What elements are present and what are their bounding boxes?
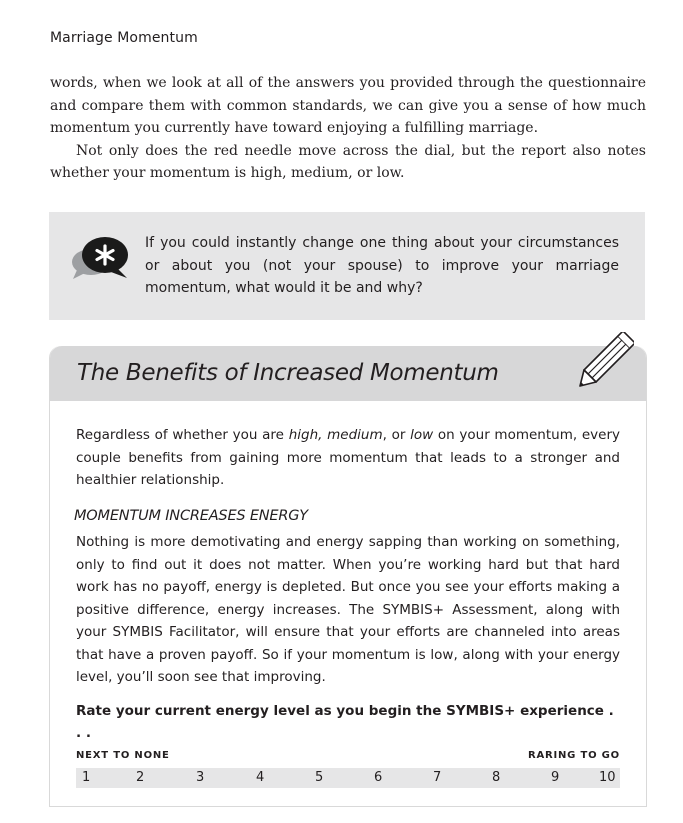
intro-paragraph [76,424,620,492]
scale-number-9[interactable]: 9 [551,770,560,785]
scale-number-8[interactable]: 8 [492,770,501,785]
energy-rating-scale [76,768,620,788]
scale-number-5[interactable]: 5 [315,770,324,785]
pencil-icon [576,332,634,388]
energy-paragraph: Nothing is more demotivating and energy sapping than working on something, only to find out it does not matter. When you’re working hard but that hard work has no payoff, energy is depleted. But once you see your efforts making a positive difference, energy increases. The SYMBIS+ Assessment, along with your SYMBIS Facilitator, will ensure that your efforts are channeled into areas that have a proven payoff. So if your momentum is low, along with your energy level, you’ll soon see that improving. [76,534,620,685]
scale-labels [76,750,620,764]
scale-number-2[interactable]: 2 [136,770,145,785]
benefits-box-title: The Benefits of Increased Momentum [77,360,499,386]
running-head: Marriage Momentum [50,30,198,46]
speech-bubble-asterisk-icon [71,234,129,280]
body-text [50,72,646,185]
body-paragraph-1: words, when we look at all of the answers you provided through the questionnaire and compare them with common standards, we can give you a sense of how much momentum you currently have toward enjoying a fulfilling marriage. [50,75,646,136]
intro-high: high [288,427,319,443]
scale-number-3[interactable]: 3 [196,770,205,785]
benefits-box-content [76,424,620,745]
intro-text-end: on your momentum, every couple benefits from gaining more momentum that leads to a stronger and healthier relationship. [76,427,620,488]
benefits-box-header [50,346,646,401]
body-paragraph-2: Not only does the red needle move across the dial, but the report also notes whether your momentum is high, medium, or low. [50,142,646,181]
section-subhead: MOMENTUM INCREASES ENERGY [74,507,308,524]
intro-comma: , [318,427,328,443]
benefits-box [49,346,647,807]
scale-number-7[interactable]: 7 [433,770,442,785]
scale-number-6[interactable]: 6 [374,770,383,785]
intro-medium: medium [327,427,383,443]
scale-number-4[interactable]: 4 [256,770,265,785]
rate-prompt: Rate your current energy level as you begin the SYMBIS+ experience . . . [76,702,614,741]
intro-low: low [410,427,434,443]
intro-text: Regardless of whether you are [76,427,289,443]
scale-number-1[interactable]: 1 [82,770,91,785]
scale-low-label: NEXT TO NONE [76,750,170,761]
discussion-callout [49,212,645,320]
scale-number-10[interactable]: 10 [599,770,616,785]
scale-high-label: RARING TO GO [527,750,620,761]
intro-or: , or [382,427,411,443]
callout-question: If you could instantly change one thing about your circumstances or about you (not your spouse) to improve your marriage momentum, what would it be and why? [145,235,619,296]
